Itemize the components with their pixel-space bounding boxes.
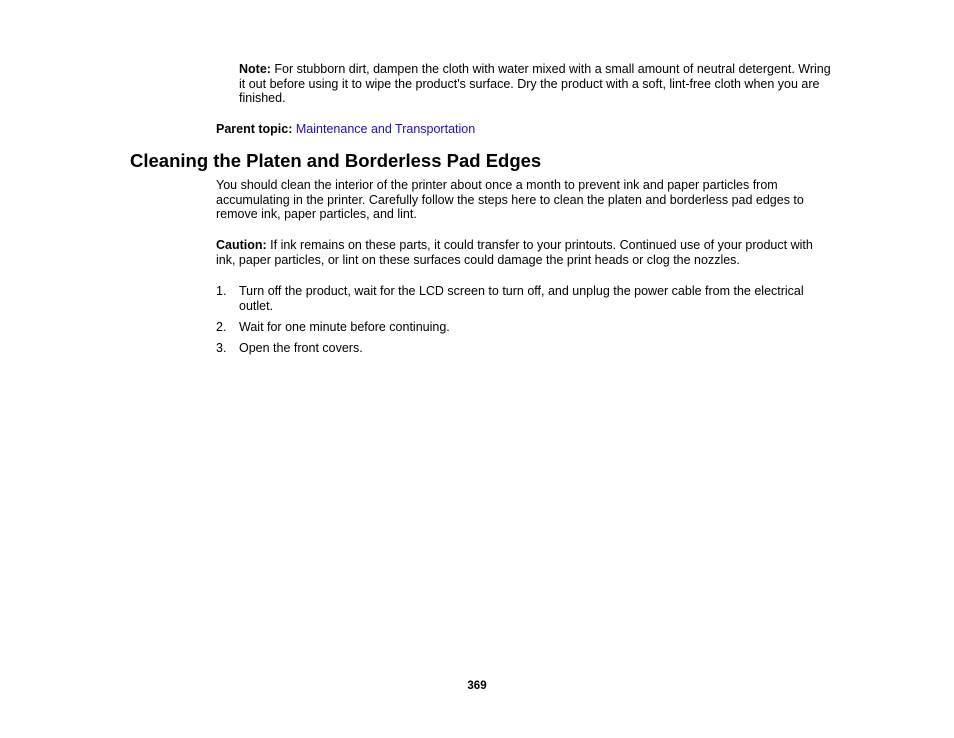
step-item	[216, 341, 828, 356]
note-text: For stubborn dirt, dampen the cloth with water mixed with a small amount of neutral detergent. Wring it out before using it to wipe the product's surface. Dry the product with a soft, lint-free cloth when you are finished.	[239, 62, 831, 106]
step-number: 3.	[216, 341, 227, 355]
step-number: 1.	[216, 284, 227, 298]
parent-topic	[216, 122, 475, 137]
caution-paragraph	[216, 238, 828, 267]
page-number: 369	[467, 680, 487, 692]
steps-list	[216, 284, 828, 356]
note-paragraph	[239, 62, 839, 106]
section-heading: Cleaning the Platen and Borderless Pad Edges	[130, 150, 542, 171]
step-item	[216, 320, 828, 341]
step-text: Turn off the product, wait for the LCD screen to turn off, and unplug the power cable from the electrical outlet.	[239, 284, 804, 313]
intro-paragraph: You should clean the interior of the printer about once a month to prevent ink and paper particles from accumulating in the printer. Carefully follow the steps here to clean the platen and borderless pad edges to remove ink, paper particles, and lint.	[216, 178, 804, 222]
parent-topic-label: Parent topic:	[216, 122, 293, 136]
caution-text: If ink remains on these parts, it could transfer to your printouts. Continued use of your product with ink, paper particles, or lint on these surfaces could damage the print heads or clog the nozzles.	[216, 238, 813, 267]
note-label: Note:	[239, 62, 271, 76]
step-text: Wait for one minute before continuing.	[239, 320, 450, 334]
step-text: Open the front covers.	[239, 341, 363, 355]
parent-topic-link[interactable]: Maintenance and Transportation	[295, 122, 476, 136]
step-item	[216, 284, 828, 320]
caution-label: Caution:	[216, 238, 267, 252]
step-number: 2.	[216, 320, 227, 334]
